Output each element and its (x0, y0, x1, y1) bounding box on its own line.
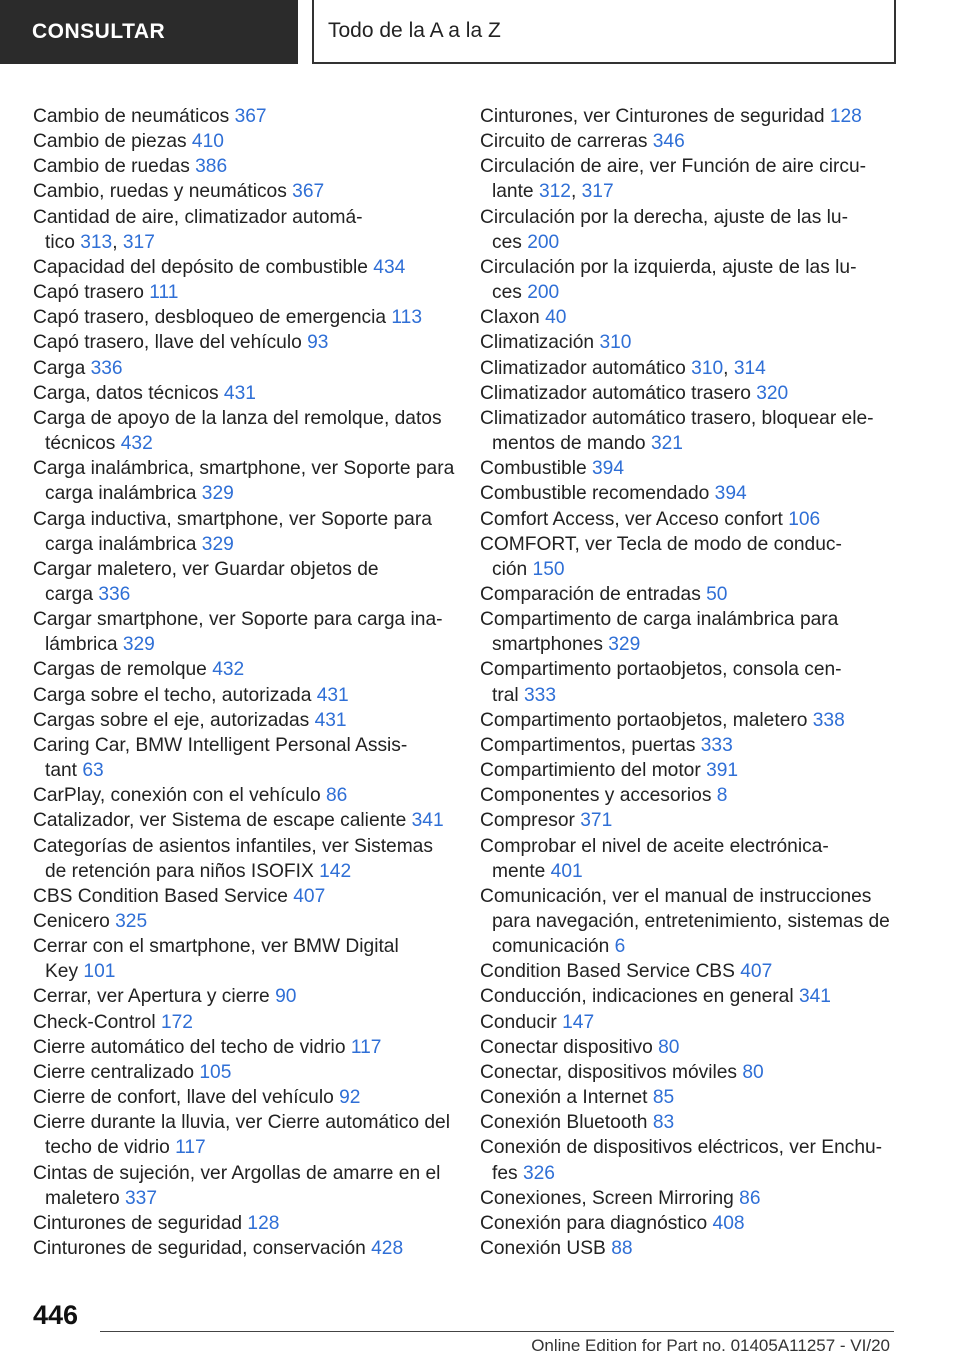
index-entry-text: Cambio de neumáticos (33, 106, 235, 127)
page-ref-link[interactable]: 150 (532, 558, 565, 580)
page-ref-link[interactable]: 80 (658, 1036, 680, 1058)
page-ref-link[interactable]: 401 (550, 860, 583, 882)
index-entry (33, 1010, 453, 1035)
index-entry (480, 381, 900, 406)
page-ref-link[interactable]: 341 (798, 986, 831, 1008)
index-entry (480, 129, 900, 154)
index-entry (33, 934, 453, 984)
page-ref-link[interactable]: 83 (652, 1112, 675, 1134)
index-entry (480, 808, 900, 833)
index-entry (33, 205, 453, 255)
index-entry (33, 456, 453, 506)
page-ref-link[interactable]: 113 (391, 307, 422, 329)
page-ref-link[interactable]: 310 (599, 332, 632, 354)
page-ref-link[interactable]: 310 (691, 357, 724, 379)
footer-divider (100, 1331, 894, 1332)
page-ref-link[interactable]: 432 (120, 433, 153, 455)
index-entry (480, 1035, 900, 1060)
page-ref-link[interactable]: 320 (756, 382, 789, 404)
page-ref-link[interactable]: 407 (293, 885, 326, 907)
index-entry-text: Cintas de sujeción, ver Argollas de amarre en el (33, 1162, 441, 1184)
index-entry (33, 129, 453, 154)
index-entry-text: para navegación, entretenimiento, sistemas de (492, 911, 890, 932)
page-ref-link[interactable]: 329 (201, 533, 234, 555)
page-ref-link[interactable]: 431 (314, 709, 347, 731)
page-ref-link[interactable]: 394 (591, 458, 624, 480)
index-entry-text: Carga, datos técnicos (33, 382, 224, 404)
page-ref-link[interactable]: 142 (319, 860, 352, 882)
index-entry (33, 381, 453, 406)
index-entry-text: Combustible (480, 458, 592, 480)
index-entry-text: Compresor (480, 810, 581, 832)
index-entry (480, 154, 900, 204)
index-entry (33, 1085, 453, 1110)
page-ref-link[interactable]: 367 (292, 181, 325, 203)
index-entry (480, 356, 900, 381)
index-entry-text: Condition Based Service CBS (480, 961, 741, 983)
index-entry (480, 884, 900, 959)
index-entry-text: Cantidad de aire, climatizador automá- (33, 206, 363, 228)
page-ref-link[interactable]: 8 (716, 785, 728, 807)
index-entry (480, 255, 900, 305)
index-entry-text: Key (45, 961, 84, 983)
index-entry (480, 1085, 900, 1110)
index-entry-text: Carga inductiva, smartphone, ver Soporte para (33, 508, 432, 530)
index-entry (480, 959, 900, 984)
index-entry-text: Compartimento de carga inalámbrica para (480, 609, 839, 631)
page-ref-link[interactable]: 90 (275, 986, 297, 1008)
index-entry-text: COMFORT, ver Tecla de modo de conduc- (480, 533, 842, 555)
index-column-right (480, 104, 900, 1261)
index-entry-text: Capó trasero, desbloqueo de emergencia (33, 307, 392, 329)
index-entry-text: Cierre de confort, llave del vehículo (33, 1087, 340, 1109)
index-entry (33, 1060, 453, 1085)
index-entry (480, 1211, 900, 1236)
index-entry-text: Capacidad del depósito de combustible (33, 256, 374, 278)
index-entry (33, 330, 453, 355)
index-entry (33, 305, 453, 330)
index-entry-text: Conexión a Internet (480, 1087, 653, 1109)
index-entry (33, 884, 453, 909)
page-ref-link[interactable]: 407 (740, 961, 773, 983)
index-entry (33, 1161, 453, 1211)
index-entry-text: Cargas sobre el eje, autorizadas (33, 709, 315, 731)
page-ref-link[interactable]: 88 (611, 1238, 633, 1260)
page-ref-link[interactable]: 408 (712, 1212, 745, 1234)
index-entry-text: Check-Control (33, 1011, 161, 1033)
index-entry-text: Cinturones de seguridad, conservación (33, 1238, 372, 1260)
index-entry-text: Cerrar con el smartphone, ver BMW Digital (33, 936, 399, 958)
page-ref-link[interactable]: 317 (122, 231, 155, 253)
index-entry-text: Circuito de carreras (480, 131, 653, 153)
page-ref-link[interactable]: 101 (83, 961, 116, 983)
index-entry-text: Conducir (480, 1011, 563, 1033)
index-entry-text: Compartimiento del motor (480, 760, 707, 782)
index-entry (33, 808, 453, 833)
index-entry-text: mente (492, 860, 551, 882)
index-entry-text: Circulación por la derecha, ajuste de las lu- (480, 206, 848, 228)
index-entry-text: Cambio de ruedas (33, 156, 196, 178)
index-entry-text: lámbrica (45, 634, 123, 656)
index-entry-text: Carga sobre el techo, autorizada (33, 684, 317, 706)
index-entry-text: Cargas de remolque (33, 659, 213, 681)
index-entry-text: Conectar, dispositivos móviles (480, 1061, 743, 1083)
index-entry (33, 154, 453, 179)
index-entry (33, 909, 453, 934)
index-entry (480, 582, 900, 607)
page-ref-link[interactable]: 333 (524, 684, 557, 706)
index-entry-text: técnicos (45, 433, 121, 455)
index-entry-text: Cierre automático del techo de vidrio (33, 1036, 351, 1058)
index-entry-text: de retención para niños ISOFIX (45, 860, 320, 882)
index-entry (480, 708, 900, 733)
index-entry-text: maletero (45, 1187, 125, 1209)
index-entry-text: Comprobar el nivel de aceite electrónica- (480, 835, 829, 857)
index-entry-text: Catalizador, ver Sistema de escape caliente (33, 810, 412, 832)
index-entry-text: tico (45, 231, 81, 253)
index-entry (33, 783, 453, 808)
index-entry-text: Compartimento portaobjetos, consola cen- (480, 659, 842, 681)
page-ref-link[interactable]: 367 (234, 106, 267, 127)
page-number: 446 (33, 1300, 79, 1330)
index-entry (33, 507, 453, 557)
index-entry-text: carga (45, 583, 99, 605)
page-ref-link[interactable]: 329 (122, 634, 155, 656)
index-entry (33, 255, 453, 280)
page-ref-link[interactable]: 391 (706, 760, 739, 782)
index-entry-text: Compartimento portaobjetos, maletero (480, 709, 813, 731)
page-ref-link[interactable]: 50 (706, 583, 728, 605)
index-entry-text: Cargar maletero, ver Guardar objetos de (33, 558, 379, 580)
index-entry-text: Circulación por la izquierda, ajuste de las lu- (480, 256, 857, 278)
page-ref-link[interactable]: 329 (608, 634, 641, 656)
index-entry-text: lante (492, 181, 539, 203)
index-entry-text: Cinturones de seguridad (33, 1212, 248, 1234)
page-ref-link[interactable]: 80 (742, 1061, 764, 1083)
index-entry-text: Cambio de piezas (33, 131, 192, 153)
page-ref-link[interactable]: 336 (98, 583, 131, 605)
page-ref-link[interactable]: 317 (581, 181, 614, 203)
index-entry-text: Climatizador automático trasero (480, 382, 757, 404)
index-entry-text: Conectar dispositivo (480, 1036, 659, 1058)
page-ref-link[interactable]: 172 (160, 1011, 193, 1033)
index-entry-text: Carga de apoyo de la lanza del remolque, datos (33, 407, 442, 429)
index-entry (33, 1211, 453, 1236)
page-ref-link[interactable]: 371 (580, 810, 613, 832)
index-entry-text: comunicación (492, 936, 615, 958)
page-ref-link[interactable]: 431 (316, 684, 349, 706)
page-ref-link[interactable]: 106 (788, 508, 821, 530)
index-entry (33, 179, 453, 204)
page-ref-link[interactable]: 386 (195, 156, 228, 178)
page-ref-link[interactable]: 313 (80, 231, 113, 253)
ref-separator: , (723, 357, 734, 379)
index-entry-text: Cinturones, ver Cinturones de seguridad (480, 106, 830, 127)
index-entry-text: CarPlay, conexión con el vehículo (33, 785, 326, 807)
index-entry (480, 758, 900, 783)
index-entry (33, 1035, 453, 1060)
index-entry (480, 1060, 900, 1085)
index-entry (33, 834, 453, 884)
page-ref-link[interactable]: 346 (652, 131, 685, 153)
page-ref-link[interactable]: 314 (733, 357, 766, 379)
index-entry-text: Componentes y accesorios (480, 785, 717, 807)
index-entry (480, 1135, 900, 1185)
index-entry-text: smartphones (492, 634, 609, 656)
index-entry (33, 657, 453, 682)
index-entry (33, 280, 453, 305)
index-entry (480, 657, 900, 707)
section-title: CONSULTAR (32, 20, 166, 43)
page-ref-link[interactable]: 434 (373, 256, 406, 278)
index-entry (480, 205, 900, 255)
index-entry-text: fes (492, 1162, 523, 1184)
index-entry (480, 834, 900, 884)
index-entry (480, 481, 900, 506)
index-entry-text: Capó trasero, llave del vehículo (33, 332, 308, 354)
index-entry (480, 456, 900, 481)
page-ref-link[interactable]: 337 (124, 1187, 157, 1209)
index-entry-text: mentos de mando (492, 433, 651, 455)
index-entry (33, 104, 453, 129)
index-entry (480, 984, 900, 1009)
index-entry-text: Conexiones, Screen Mirroring (480, 1187, 740, 1209)
index-column-left (33, 104, 453, 1261)
page-ref-link[interactable]: 128 (829, 106, 862, 127)
index-entry (480, 305, 900, 330)
index-entry-text: Capó trasero (33, 282, 150, 304)
page-ref-link[interactable]: 341 (411, 810, 444, 832)
page-ref-link[interactable]: 105 (199, 1061, 232, 1083)
index-entry-text: Carga (33, 357, 91, 379)
chapter-header (312, 0, 896, 64)
index-entry-text: Conexión de dispositivos eléctricos, ver Enchu- (480, 1137, 883, 1159)
page-ref-link[interactable]: 200 (527, 231, 560, 253)
index-entry-text: carga inalámbrica (45, 533, 202, 555)
index-entry (480, 532, 900, 582)
page-ref-link[interactable]: 326 (522, 1162, 555, 1184)
edition-note: Online Edition for Part no. 01405A11257 - VI/20 (531, 1336, 890, 1355)
index-entry (33, 356, 453, 381)
page-ref-link[interactable]: 431 (223, 382, 256, 404)
index-entry-text: Comfort Access, ver Acceso confort (480, 508, 789, 530)
index-entry-text: Circulación de aire, ver Función de aire circu- (480, 156, 867, 178)
index-entry-text: Comparación de entradas (480, 583, 707, 605)
index-entry-text: ces (492, 231, 528, 253)
page-ref-link[interactable]: 128 (247, 1212, 280, 1234)
index-entry (480, 1010, 900, 1035)
index-entry (480, 733, 900, 758)
page-ref-link[interactable]: 312 (538, 181, 571, 203)
index-entry-text: tral (492, 684, 524, 706)
page-ref-link[interactable]: 86 (325, 785, 348, 807)
index-entry-text: Comunicación, ver el manual de instrucciones (480, 885, 872, 907)
index-entry (480, 330, 900, 355)
index-entry (480, 1236, 900, 1261)
index-entry-text: Caring Car, BMW Intelligent Personal Assis- (33, 734, 408, 756)
index-entry (480, 1110, 900, 1135)
index-entry-text: Claxon (480, 307, 546, 329)
index-entry-text: Cerrar, ver Apertura y cierre (33, 986, 276, 1008)
page-ref-link[interactable]: 329 (201, 483, 234, 505)
page-ref-link[interactable]: 92 (339, 1087, 361, 1109)
page-ref-link[interactable]: 200 (527, 282, 560, 304)
index-entry-text: CBS Condition Based Service (33, 885, 294, 907)
index-entry (480, 607, 900, 657)
index-entry (33, 607, 453, 657)
index-entry-text: Conexión USB (480, 1238, 612, 1260)
page-ref-link[interactable]: 40 (545, 307, 567, 329)
index-entry (33, 683, 453, 708)
page-ref-link[interactable]: 428 (371, 1238, 404, 1260)
page-ref-link[interactable]: 93 (307, 332, 329, 354)
index-entry (33, 984, 453, 1009)
page-ref-link[interactable]: 6 (614, 936, 626, 958)
index-entry-text: carga inalámbrica (45, 483, 202, 505)
page-ref-link[interactable]: 63 (82, 760, 104, 782)
index-entry-text: Cargar smartphone, ver Soporte para carga ina- (33, 609, 443, 631)
index-entry-text: Cenicero (33, 911, 116, 932)
index-entry-text: Cierre centralizado (33, 1061, 200, 1083)
page-ref-link[interactable]: 325 (115, 911, 148, 932)
ref-separator: , (112, 231, 123, 253)
page-ref-link[interactable]: 86 (739, 1187, 761, 1209)
index-entry (480, 507, 900, 532)
ref-separator: , (570, 181, 582, 203)
index-entry-text: tant (45, 760, 83, 782)
page-ref-link[interactable]: 338 (812, 709, 845, 731)
index-entry-text: Cierre durante la lluvia, ver Cierre automático del (33, 1112, 450, 1134)
page-ref-link[interactable]: 117 (175, 1137, 206, 1159)
chapter-title: Todo de la A a la Z (328, 19, 501, 42)
index-entry (33, 1236, 453, 1261)
index-entry (33, 1110, 453, 1160)
index-entry-text: Carga inalámbrica, smartphone, ver Soporte para (33, 458, 455, 480)
index-entry-text: Combustible recomendado (480, 483, 715, 505)
index-entry-text: Compartimentos, puertas (480, 734, 701, 756)
section-tab (0, 0, 298, 64)
index-entry-text: Conducción, indicaciones en general (480, 986, 799, 1008)
index-entry (480, 406, 900, 456)
index-entry-text: techo de vidrio (45, 1137, 176, 1159)
index-entry-text: Climatizador automático (480, 357, 692, 379)
page-ref-link[interactable]: 336 (90, 357, 123, 379)
page-ref-link[interactable]: 117 (350, 1036, 382, 1058)
index-entry (33, 733, 453, 783)
index-entry-text: Cambio, ruedas y neumáticos (33, 181, 293, 203)
page-ref-link[interactable]: 111 (149, 282, 179, 304)
index-entry (480, 783, 900, 808)
index-entry (480, 104, 900, 129)
page-ref-link[interactable]: 147 (562, 1011, 595, 1033)
page-ref-link[interactable]: 333 (700, 734, 733, 756)
index-entry-text: ción (492, 558, 533, 580)
index-entry-text: Categorías de asientos infantiles, ver Sistemas (33, 835, 433, 857)
page-ref-link[interactable]: 394 (714, 483, 747, 505)
page-ref-link[interactable]: 85 (652, 1087, 675, 1109)
index-entry-text: Conexión para diagnóstico (480, 1212, 713, 1234)
page-ref-link[interactable]: 410 (191, 131, 224, 153)
page-ref-link[interactable]: 321 (650, 433, 683, 455)
index-entry-text: ces (492, 282, 528, 304)
index-entry-text: Conexión Bluetooth (480, 1112, 653, 1134)
index-entry-text: Climatizador automático trasero, bloquear ele- (480, 407, 874, 429)
index-entry-text: Climatización (480, 332, 600, 354)
index-entry (33, 406, 453, 456)
index-entry (33, 557, 453, 607)
index-entry (480, 1186, 900, 1211)
page-ref-link[interactable]: 432 (212, 659, 245, 681)
index-entry (33, 708, 453, 733)
